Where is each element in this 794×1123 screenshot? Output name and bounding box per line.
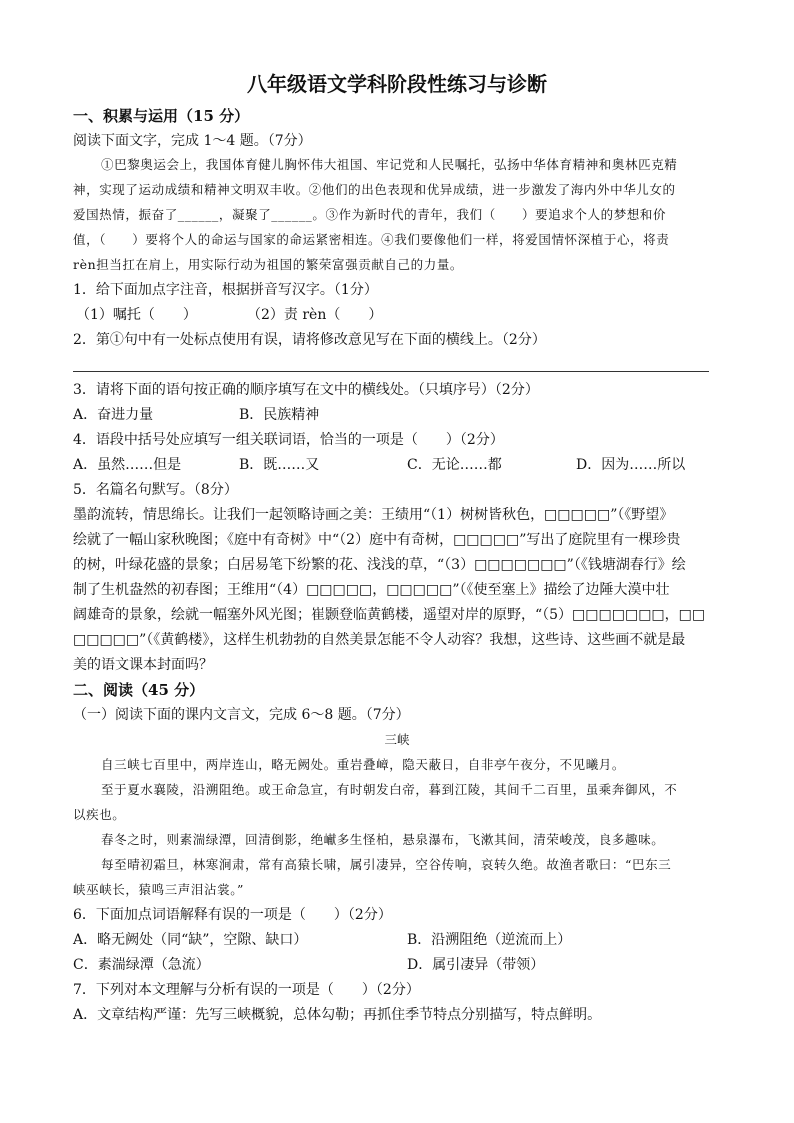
section1-intro: 阅读下面文字，完成 1～4 题。（7分） (73, 133, 312, 149)
passage-line: 值，（ ）要将个人的命运与国家的命运紧密相连。④我们要像他们一样，将爱国情怀深植于心，将责 (73, 232, 670, 247)
question-4: 4．语段中括号处应填写一组关联词语，恰当的一项是（ ）（2分） (73, 432, 504, 448)
question-7: 7．下列对本文理解与分析有误的一项是（ ）（2分） (73, 982, 420, 998)
classical-line: 峡巫峡长，猿鸣三声泪沾裳。” (73, 882, 245, 897)
q1-item-b: （2）责 rèn（ ） (247, 307, 383, 323)
q4-option-a: A．虽然……但是 (73, 457, 182, 473)
q7-option-a: A．文章结构严谨：先写三峡概貌，总体勾勒；再抓住季节特点分别描写，特点鲜明。 (73, 1007, 602, 1023)
classical-line: 自三峡七百里中，两岸连山，略无阙处。重岩叠嶂，隐天蔽日，自非亭午夜分，不见曦月。 (101, 757, 626, 772)
q5-text-line: 墨韵流转，情思绵长。让我们一起领略诗画之美：王绩用“（1）树树皆秋色，□□□□□”（《野望》 (73, 507, 674, 523)
classical-line: 以疾也。 (73, 807, 126, 822)
question-5: 5．名篇名句默写。（8分） (73, 482, 238, 498)
q5-text-line: 的树，叶绿花盛的景象；白居易笔下纷繁的花、浅浅的草，“（3）□□□□□□□”（《钱塘湖春行》绘 (73, 557, 686, 573)
q5-text-line: □□□□□”（《黄鹤楼》，这样生机勃勃的自然美景怎能不令人动容？我想，这些诗、这些画不就是最 (73, 632, 686, 648)
classical-line: 每至晴初霜旦，林寒涧肃，常有高猿长啸，属引凄异，空谷传响，哀转久绝。故渔者歌曰：“巴东三 (101, 857, 672, 872)
answer-line (73, 371, 709, 372)
section1-heading: 一、积累与运用（15 分） (73, 107, 250, 125)
section2-sub1: （一）阅读下面的课内文言文，完成 6～8 题。（7分） (73, 707, 410, 723)
classical-line: 春冬之时，则素湍绿潭，回清倒影，绝𪩘多生怪柏，悬泉瀑布，飞漱其间，清荣峻茂，良多趣味。 (101, 832, 665, 847)
passage-line: 神，实现了运动成绩和精神文明双丰收。②他们的出色表现和优异成绩，进一步激发了海内外中华儿女的 (73, 182, 676, 197)
q6-option-c: C．素湍绿潭（急流） (73, 957, 210, 973)
section2-heading: 二、阅读（45 分） (73, 681, 205, 699)
classical-line: 至于夏水襄陵，沿溯阻绝。或王命急宣，有时朝发白帝，暮到江陵，其间千二百里，虽乘奔御风，不 (101, 782, 678, 797)
text-title: 三峡 (384, 732, 410, 747)
q6-option-a: A．略无阙处（同“缺”，空隙、缺口） (73, 932, 308, 948)
page-title: 八年级语文学科阶段性练习与诊断 (247, 72, 547, 96)
passage-line: rèn担当扛在肩上，用实际行动为祖国的繁荣富强贡献自己的力量。 (73, 257, 464, 272)
q4-option-c: C．无论……都 (407, 457, 502, 473)
passage-line: 爱国热情，振奋了______，凝聚了______。③作为新时代的青年，我们（ ）要追求个人的梦想和价 (73, 207, 667, 222)
q6-option-d: D．属引凄异（带领） (407, 957, 545, 973)
question-1: 1．给下面加点字注音，根据拼音写汉字。（1分） (73, 282, 378, 298)
question-3: 3．请将下面的语句按正确的顺序填写在文中的横线处。（只填序号）（2分） (73, 382, 539, 398)
q5-text-line: 美的语文课本封面吗？ (73, 657, 213, 673)
question-6: 6．下面加点词语解释有误的一项是（ ）（2分） (73, 907, 392, 923)
q4-option-b: B．既……又 (239, 457, 320, 473)
q6-option-b: B．沿溯阻绝（逆流而上） (407, 932, 572, 948)
q5-text-line: 制了生机盎然的初春图；王维用“（4）□□□□□，□□□□□”（《使至塞上》描绘了边陲大漠中壮 (73, 582, 670, 598)
q1-item-a: （1）嘱托（ ） (76, 307, 197, 323)
q4-option-d: D．因为……所以 (576, 457, 686, 473)
q3-option-b: B．民族精神 (239, 407, 320, 423)
passage-line: ①巴黎奥运会上，我国体育健儿胸怀伟大祖国、牢记党和人民嘱托，弘扬中华体育精神和奥林匹克精 (101, 157, 678, 172)
q5-text-line: 绘就了一幅山家秋晚图；《庭中有奇树》中“（2）庭中有奇树，□□□□□”写出了庭院里有一棵珍贵 (73, 532, 681, 548)
q3-option-a: A．奋进力量 (73, 407, 154, 423)
q5-text-line: 阔雄奇的景象，绘就一幅塞外风光图；崔颢登临黄鹤楼，遥望对岸的原野，“（5）□□□□□□□，□□ (73, 607, 706, 623)
question-2: 2．第①句中有一处标点使用有误，请将修改意见写在下面的横线上。（2分） (73, 332, 546, 348)
